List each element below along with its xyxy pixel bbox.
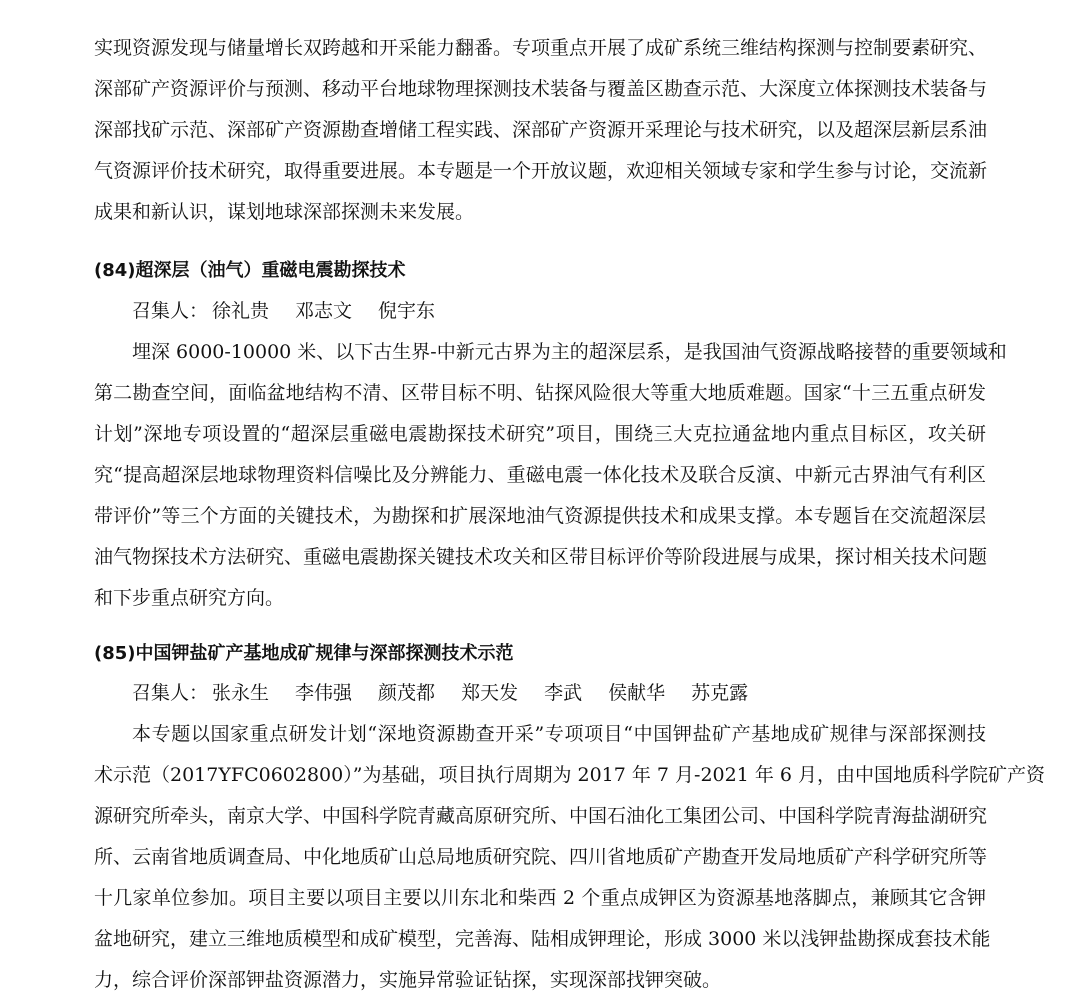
convener-label: 召集人： xyxy=(132,682,209,704)
convener-name: 郑天发 xyxy=(461,682,519,704)
paragraph-line: 实现资源发现与储量增长双跨越和开采能力翻番。专项重点开展了成矿系统三维结构探测与控制要素研究、 xyxy=(94,37,988,59)
convener-name: 倪宇东 xyxy=(378,300,436,322)
convener-name: 李武 xyxy=(544,682,583,704)
paragraph-line: 成果和新认识，谋划地球深部探测未来发展。 xyxy=(94,201,475,223)
paragraph-line: 计划”深地专项设置的“超深层重磁电震勘探技术研究”项目，围绕三大克拉通盆地内重点目标区，攻关研 xyxy=(94,423,986,445)
paragraph-line: 究“提高超深层地球物理资料信噪比及分辨能力、重磁电震一体化技术及联合反演、中新元古界油气有利区 xyxy=(94,464,986,486)
convener-name: 颜茂都 xyxy=(378,682,436,704)
paragraph-line: 深部找矿示范、深部矿产资源勘查增储工程实践、深部矿产资源开采理论与技术研究，以及超深层新层系油 xyxy=(94,119,988,141)
topic-85-title: (85)中国钾盐矿产基地成矿规律与深部探测技术示范 xyxy=(94,643,514,664)
paragraph-line: 所、云南省地质调查局、中化地质矿山总局地质研究院、四川省地质矿产勘查开发局地质矿产科学研究所等 xyxy=(94,846,988,868)
paragraph-line: 和下步重点研究方向。 xyxy=(94,587,285,609)
paragraph-line: 埋深 6000-10000 米、以下古生界-中新元古界为主的超深层系，是我国油气资源战略接替的重要领域和 xyxy=(132,341,1007,363)
convener-name: 李伟强 xyxy=(295,682,353,704)
convener-name: 张永生 xyxy=(212,682,270,704)
paragraph-line: 气资源评价技术研究，取得重要进展。本专题是一个开放议题，欢迎相关领域专家和学生参与讨论，交流新 xyxy=(94,160,988,182)
paragraph-line: 源研究所牵头，南京大学、中国科学院青藏高原研究所、中国石油化工集团公司、中国科学院青海盐湖研究 xyxy=(94,805,988,827)
topic-84-title: (84)超深层（油气）重磁电震勘探技术 xyxy=(94,260,406,281)
convener-name: 苏克露 xyxy=(691,682,749,704)
convener-label: 召集人： xyxy=(132,300,209,322)
topic-85-conveners xyxy=(132,681,774,705)
paragraph-line: 深部矿产资源评价与预测、移动平台地球物理探测技术装备与覆盖区勘查示范、大深度立体探测技术装备与 xyxy=(94,78,988,100)
paragraph-line: 十几家单位参加。项目主要以项目主要以川东北和柴西 2 个重点成钾区为资源基地落脚点，兼顾其它含钾 xyxy=(94,887,986,909)
convener-name: 徐礼贵 xyxy=(212,300,270,322)
convener-name: 邓志文 xyxy=(295,300,353,322)
paragraph-line: 力，综合评价深部钾盐资源潜力，实施异常验证钻探，实现深部找钾突破。 xyxy=(94,969,722,991)
convener-name: 侯献华 xyxy=(608,682,666,704)
paragraph-line: 术示范（2017YFC0602800）”为基础，项目执行周期为 2017 年 7 月-2021 年 6 月，由中国地质科学院矿产资 xyxy=(94,764,1046,786)
paragraph-line: 油气物探技术方法研究、重磁电震勘探关键技术攻关和区带目标评价等阶段进展与成果，探讨相关技术问题 xyxy=(94,546,988,568)
paragraph-line: 盆地研究，建立三维地质模型和成矿模型，完善海、陆相成钾理论，形成 3000 米以浅钾盐勘探成套技术能 xyxy=(94,928,991,950)
paragraph-line: 第二勘查空间，面临盆地结构不清、区带目标不明、钻探风险很大等重大地质难题。国家“十三五重点研发 xyxy=(94,382,986,404)
paragraph-line: 带评价”等三个方面的关键技术，为勘探和扩展深地油气资源提供技术和成果支撑。本专题旨在交流超深层 xyxy=(94,505,986,527)
paragraph-line: 本专题以国家重点研发计划“深地资源勘查开采”专项项目“中国钾盐矿产基地成矿规律与深部探测技 xyxy=(132,723,986,745)
topic-84-conveners xyxy=(132,299,461,323)
